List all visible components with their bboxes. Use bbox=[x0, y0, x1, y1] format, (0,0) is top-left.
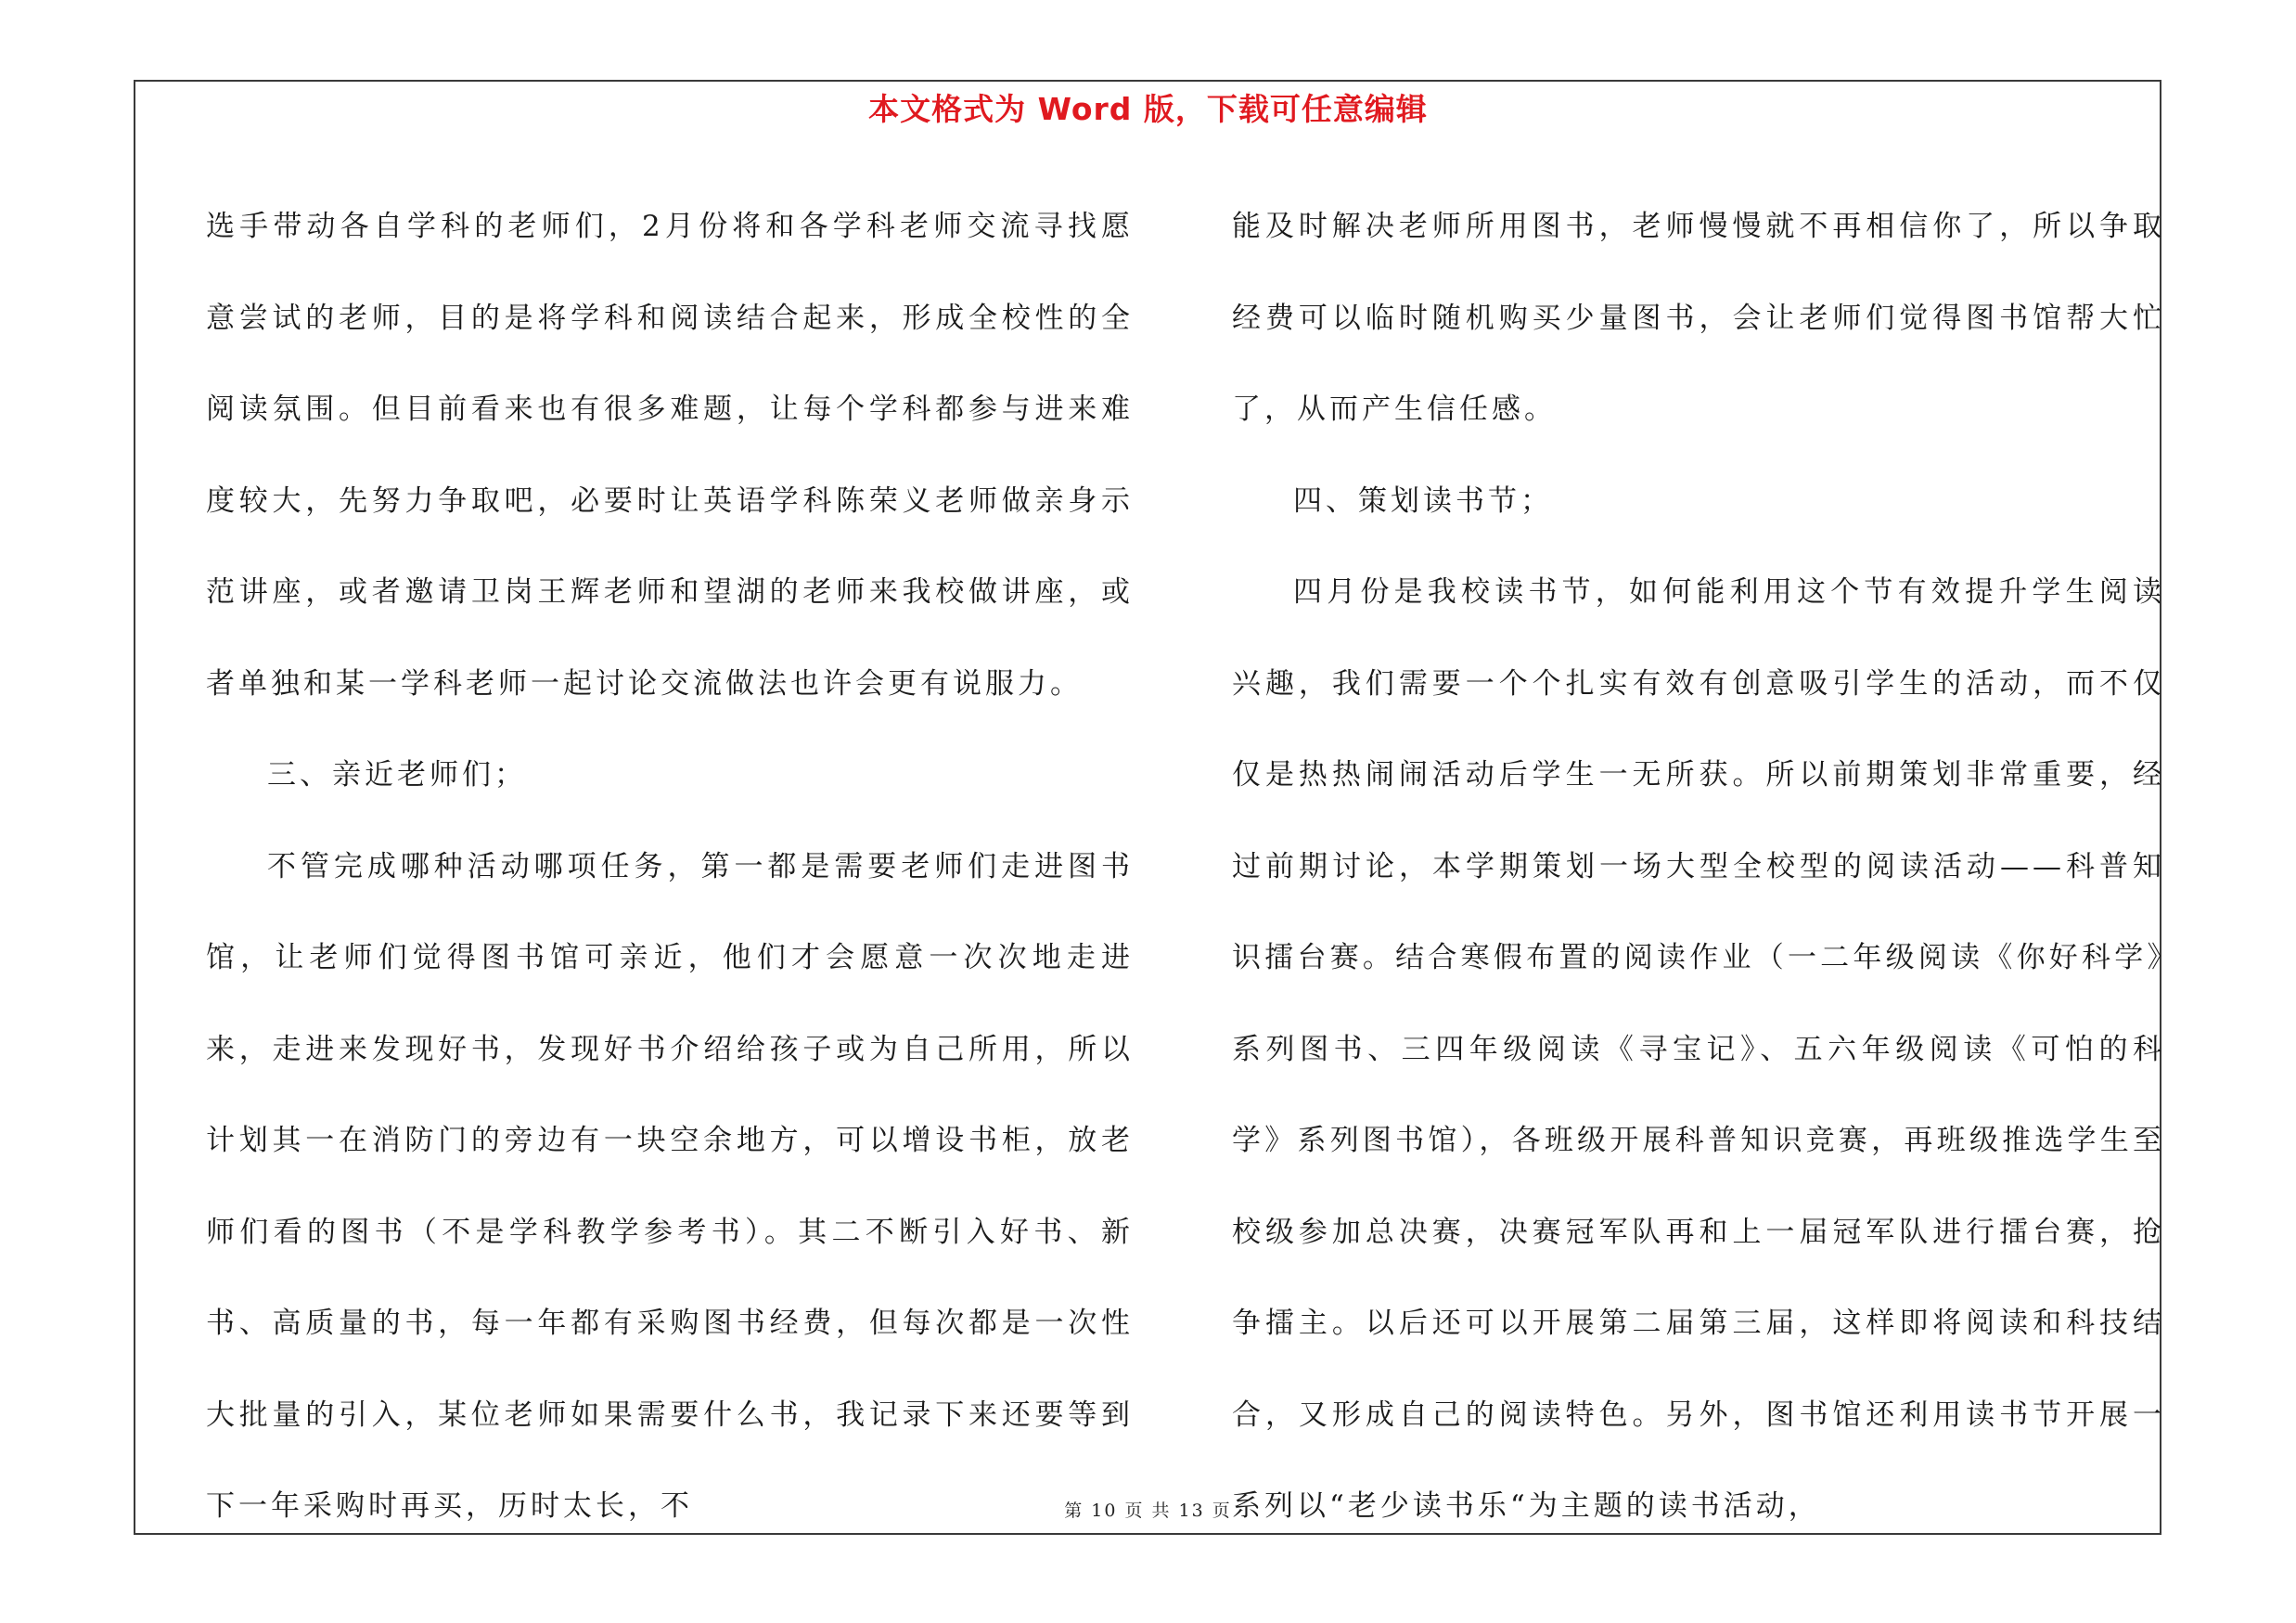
page-number-footer: 第 10 页 共 13 页 bbox=[1064, 1501, 1232, 1521]
left-column bbox=[206, 181, 1134, 1552]
section-heading: 三、亲近老师们； bbox=[267, 758, 527, 792]
paragraph: 能及时解决老师所用图书，老师慢慢就不再相信你了，所以争取经费可以临时随机购买少量图书，会让老师们觉得图书馆帮大忙了，从而产生信任感。 bbox=[1232, 210, 2165, 426]
right-column bbox=[1232, 181, 2165, 1552]
paragraph: 四月份是我校读书节，如何能利用这个节有效提升学生阅读兴趣，我们需要一个个扎实有效有创意吸引学生的活动，而不仅仅是热热闹闹活动后学生一无所获。所以前期策划非常重要，经过前期讨论，本学期策划一场大型全校型的阅读活动——科普知识擂台赛。结合寒假布置的阅读作业（一二年级阅读《你好科学》系列图书、三四年级阅读《寻宝记》、五六年级阅读《可怕的科学》系列图书馆），各班级开展科普知识竞赛，再班级推选学生至校级参加总决赛，决赛冠军队再和上一届冠军队进行擂台赛，抢争擂主。以后还可以开展第二届第三届，这样即将阅读和科技结合，又形成自己的阅读特色。另外，图书馆还利用读书节开展一系列以“老少读书乐“为主题的读书活动， bbox=[1232, 575, 2165, 1523]
word-format-banner: 本文格式为 Word 版，下载可任意编辑 bbox=[868, 91, 1428, 127]
paragraph: 选手带动各自学科的老师们，2月份将和各学科老师交流寻找愿意尝试的老师，目的是将学科和阅读结合起来，形成全校性的全阅读氛围。但目前看来也有很多难题，让每个学科都参与进来难度较大，先努力争取吧，必要时让英语学科陈荣义老师做亲身示范讲座，或者邀请卫岗王辉老师和望湖的老师来我校做讲座，或者单独和某一学科老师一起讨论交流做法也许会更有说服力。 bbox=[206, 210, 1134, 701]
section-heading: 四、策划读书节； bbox=[1293, 483, 1553, 518]
paragraph: 不管完成哪种活动哪项任务，第一都是需要老师们走进图书馆，让老师们觉得图书馆可亲近，他们才会愿意一次次地走进来，走进来发现好书，发现好书介绍给孩子或为自己所用，所以计划其一在消防门的旁边有一块空余地方，可以增设书柜，放老师们看的图书（不是学科教学参考书）。其二不断引入好书、新书、高质量的书，每一年都有采购图书经费，但每次都是一次性大批量的引入，某位老师如果需要什么书，我记录下来还要等到下一年采购时再买，历时太长，不 bbox=[206, 849, 1134, 1523]
